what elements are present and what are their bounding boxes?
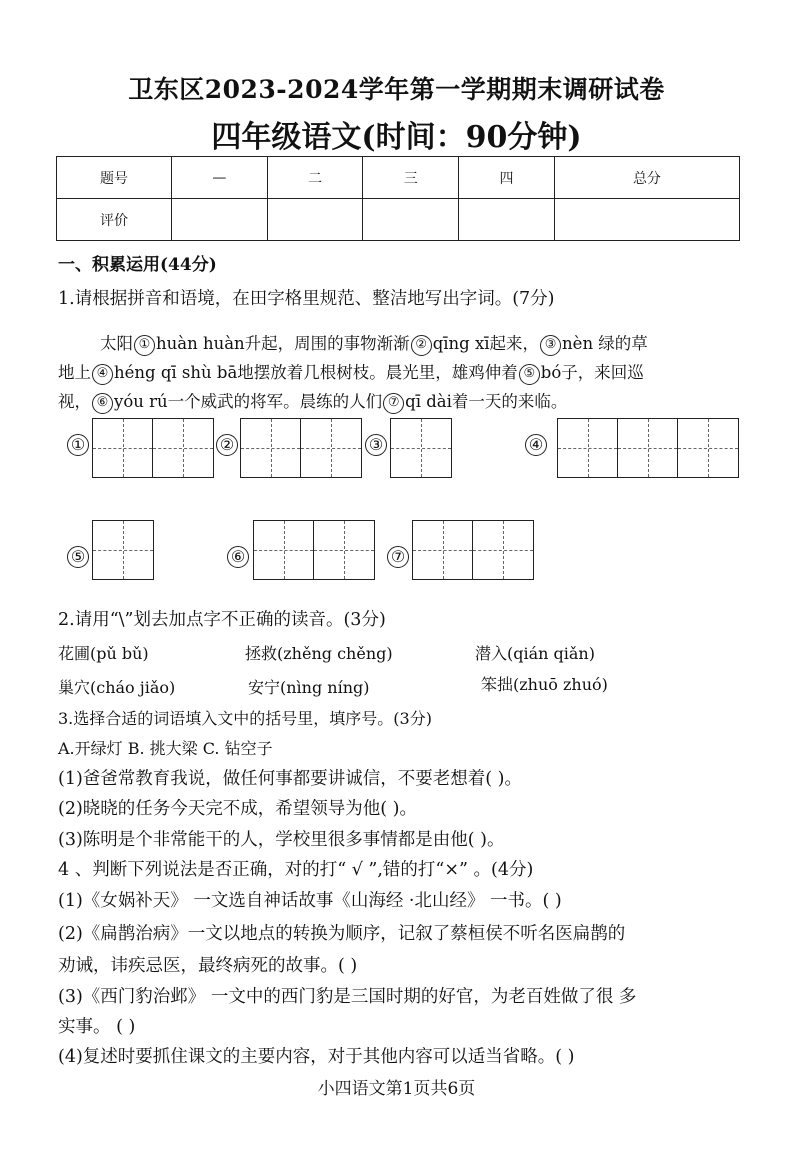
exam-title: 卫东区2023-2024学年第一学期期末调研试卷 <box>128 75 665 104</box>
q1-line <box>58 359 644 385</box>
score-input-cell[interactable] <box>267 199 363 241</box>
q2-prompt: 2.请用“\”划去加点字不正确的读音。(3分) <box>58 610 386 630</box>
q1-line <box>58 388 567 414</box>
score-cell: 四 <box>459 157 555 199</box>
score-input-cell[interactable] <box>363 199 459 241</box>
text: héng qī shù bā地摆放着几根树枝。晨光里，雄鸡伸着 <box>114 363 518 382</box>
tian-grid-5[interactable] <box>92 520 154 580</box>
score-cell: 总分 <box>554 157 739 199</box>
grid-label: ② <box>216 434 238 456</box>
grid-label: ① <box>67 434 89 456</box>
tian-grid-6[interactable] <box>253 520 375 580</box>
grid-label: ④ <box>525 434 547 456</box>
text: nèn 绿的草 <box>562 334 648 353</box>
score-input-cell[interactable] <box>172 199 268 241</box>
q4-item[interactable]: 劝诫，讳疾忌医，最终病死的故事。( ) <box>58 956 358 976</box>
q4-item[interactable]: (1)《女娲补天》 一文选自神话故事《山海经 ·北山经》 一书。( ) <box>58 891 562 911</box>
text: bó子，来回巡 <box>540 363 644 382</box>
tian-grid-2[interactable] <box>240 418 362 478</box>
q2-item[interactable]: 安宁(nìng níng) <box>248 678 370 697</box>
q2-item[interactable]: 拯救(zhěng chěng) <box>245 644 393 663</box>
q4-item[interactable]: (2)《扁鹊治病》一文以地点的转换为顺序，记叙了蔡桓侯不听名医扁鹊的 <box>58 924 626 944</box>
q3-options: A.开绿灯 B. 挑大梁 C. 钻空子 <box>58 739 273 758</box>
tian-grid-1[interactable] <box>92 418 214 478</box>
num-marker: ④ <box>92 364 113 385</box>
score-cell: 评价 <box>57 199 172 241</box>
num-marker: ③ <box>540 335 561 356</box>
text: 视， <box>58 392 91 411</box>
num-marker: ⑦ <box>383 393 404 414</box>
tian-grid-4[interactable] <box>557 418 739 478</box>
score-input-cell[interactable] <box>459 199 555 241</box>
text: 地上 <box>58 363 91 382</box>
q2-item[interactable]: 花圃(pǔ bǔ) <box>58 644 149 663</box>
q1-prompt: 1.请根据拼音和语境，在田字格里规范、整洁地写出字词。(7分) <box>58 289 555 309</box>
num-marker: ① <box>134 335 155 356</box>
q4-item[interactable]: (4)复述时要抓住课文的主要内容，对于其他内容可以适当省略。( ) <box>58 1047 575 1067</box>
q2-item[interactable]: 笨拙(zhuō zhuó) <box>481 675 608 694</box>
score-cell: 题号 <box>57 157 172 199</box>
q3-item[interactable]: (2)晓晓的任务今天完不成，希望领导为他( )。 <box>58 799 418 819</box>
text: yóu rú一个威武的将军。晨练的人们 <box>114 392 383 411</box>
q4-prompt: 4 、判断下列说法是否正确，对的打“ √ ”,错的打“×” 。(4分) <box>58 860 534 880</box>
grid-label: ⑦ <box>387 546 409 568</box>
score-cell: — <box>172 157 268 199</box>
text: qī dài着一天的来临。 <box>405 392 568 411</box>
section-title: 一、积累运用(44分) <box>58 255 217 275</box>
tian-grid-7[interactable] <box>412 520 534 580</box>
text: qīng xī起来， <box>432 334 540 353</box>
num-marker: ② <box>411 335 432 356</box>
score-table <box>56 156 740 241</box>
text: 太阳 <box>100 334 133 353</box>
q4-item[interactable]: 实事。 ( ) <box>58 1017 136 1037</box>
text: huàn huàn升起，周围的事物渐渐 <box>156 334 410 353</box>
grid-label: ⑤ <box>67 546 89 568</box>
q3-item[interactable]: (3)陈明是个非常能干的人，学校里很多事情都是由他( )。 <box>58 830 505 850</box>
q1-line <box>100 330 648 356</box>
score-table-eval-row <box>57 199 740 241</box>
grid-label: ⑥ <box>227 546 249 568</box>
page-footer: 小四语文第1页共6页 <box>317 1079 476 1099</box>
q4-item[interactable]: (3)《西门豹治邺》 一文中的西门豹是三国时期的好官，为老百姓做了很 多 <box>58 987 637 1007</box>
score-table-header-row <box>57 157 740 199</box>
score-cell: 三 <box>363 157 459 199</box>
q2-item[interactable]: 潜入(qián qiǎn) <box>475 644 595 663</box>
grid-label: ③ <box>365 434 387 456</box>
num-marker: ⑤ <box>519 364 540 385</box>
score-input-cell[interactable] <box>554 199 739 241</box>
q2-item[interactable]: 巢穴(cháo jiǎo) <box>58 678 176 697</box>
exam-subtitle: 四年级语文(时间：90分钟) <box>211 120 582 155</box>
q3-prompt: 3.选择合适的词语填入文中的括号里，填序号。(3分) <box>58 709 432 728</box>
num-marker: ⑥ <box>92 393 113 414</box>
q3-item[interactable]: (1)爸爸常教育我说，做任何事都要讲诚信，不要老想着( )。 <box>58 769 523 789</box>
tian-grid-3[interactable] <box>390 418 452 478</box>
score-cell: 二 <box>267 157 363 199</box>
